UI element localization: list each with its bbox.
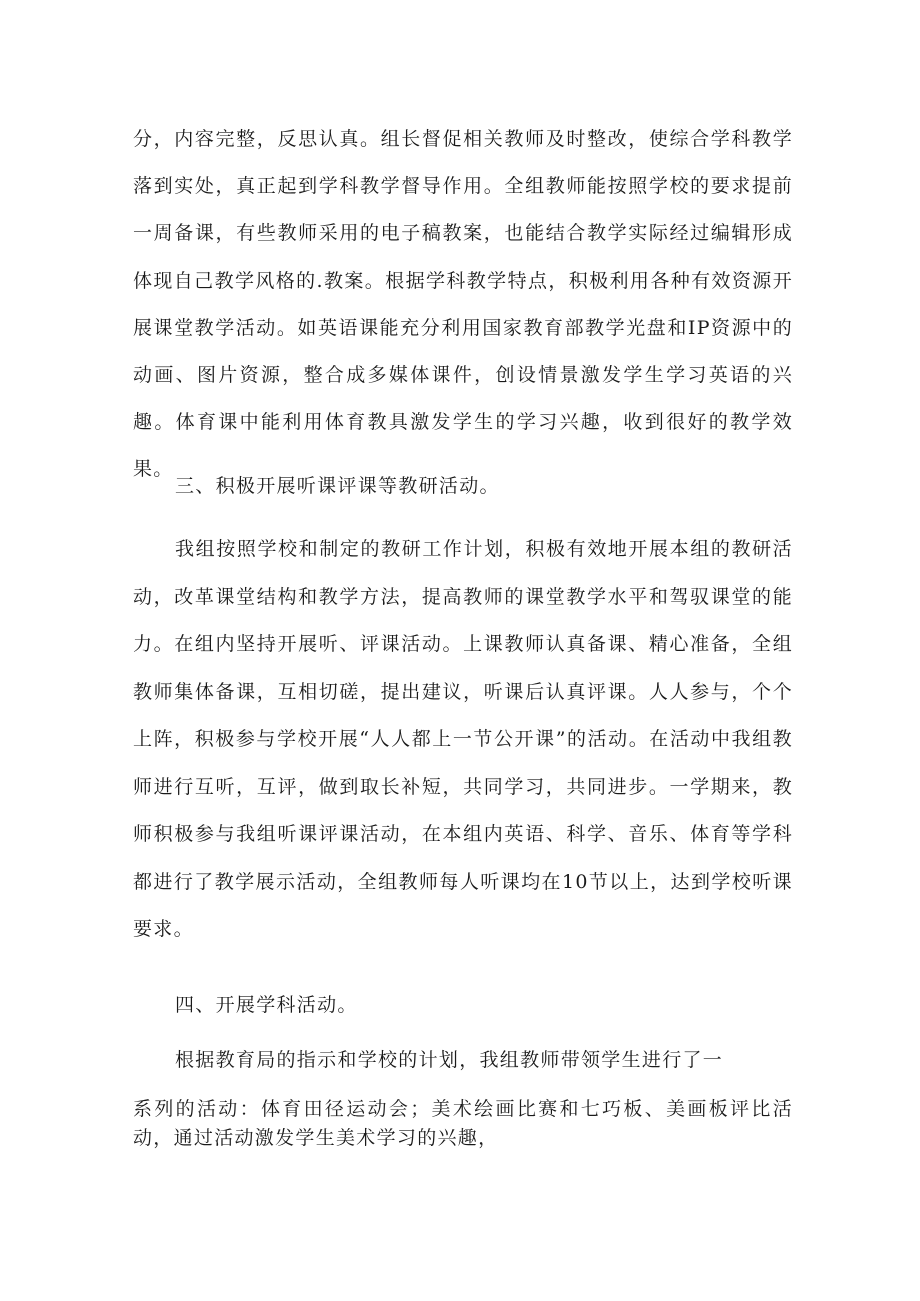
section-heading-4: 四、开展学科活动。 (175, 994, 358, 1016)
paragraph-subject-activities-list: 系列的活动：体育田径运动会；美术绘画比赛和七巧板、美画板评比活动，通过活动激发学生美术学习的兴趣， (133, 1098, 793, 1149)
paragraph-subject-activities-intro: 根据教育局的指示和学校的计划，我组教师带领学生进行了一 (175, 1049, 724, 1071)
paragraph-teaching-supervision: 分，内容完整，反思认真。组长督促相关教师及时整改，使综合学科教学落到实处，真正起到学科教学督导作用。全组教师能按照学校的要求提前一周备课，有些教师采用的电子稿教案，也能结合教学实际经过编辑形成体现自己教学风格的.教案。根据学科教学特点，积极利用各种有效资源开展课堂教学活动。如英语课能充分利用国家教育部教学光盘和IP资源中的动画、图片资源，整合成多媒体课件，创设情景激发学生学习英语的兴趣。体育课中能利用体育教具激发学生的学习兴趣，收到很好的教学效果。 (133, 128, 793, 481)
paragraph-teaching-research: 我组按照学校和制定的教研工作计划，积极有效地开展本组的教研活动，改革课堂结构和教学方法，提高教师的课堂教学水平和驾驭课堂的能力。在组内坚持开展听、评课活动。上课教师认真备课、精心准备，全组教师集体备课，互相切磋，提出建议，听课后认真评课。人人参与，个个上阵，积极参与学校开展“人人都上一节公开课”的活动。在活动中我组教师进行互听，互评，做到取长补短，共同学习，共同进步。一学期来，教师积极参与我组听课评课活动，在本组内英语、科学、音乐、体育等学科都进行了教学展示活动，全组教师每人听课均在10节以上，达到学校听课要求。 (133, 538, 793, 940)
section-heading-3: 三、积极开展听课评课等教研活动。 (175, 475, 500, 497)
